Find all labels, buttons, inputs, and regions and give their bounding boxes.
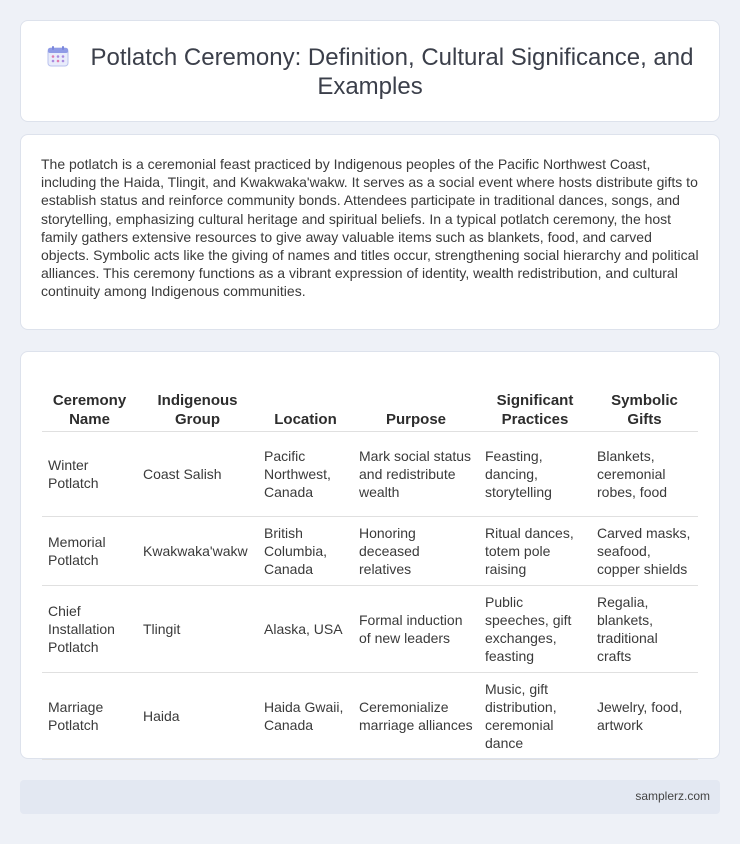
cell-significant-practices: Public speeches, gift exchanges, feasting [479, 585, 591, 672]
header-ceremony-name: Ceremony Name [42, 367, 137, 431]
header-symbolic-gifts: Symbolic Gifts [591, 367, 698, 431]
cell-purpose: Honoring deceased relatives [353, 516, 479, 585]
cell-indigenous-group: Coast Salish [137, 431, 258, 516]
cell-purpose: Ceremonialize marriage alliances [353, 672, 479, 759]
table-row [42, 585, 698, 672]
cell-indigenous-group: Tlingit [137, 585, 258, 672]
cell-location: Pacific Northwest, Canada [258, 431, 353, 516]
cell-significant-practices: Music, gift distribution, ceremonial dance [479, 672, 591, 759]
cell-location: British Columbia, Canada [258, 516, 353, 585]
cell-ceremony-name: Marriage Potlatch [42, 672, 137, 759]
cell-indigenous-group: Haida [137, 672, 258, 759]
cell-significant-practices: Ritual dances, totem pole raising [479, 516, 591, 585]
header-indigenous-group: Indigenous Group [137, 367, 258, 431]
page-title-block [21, 43, 719, 101]
table-row [42, 431, 698, 516]
footer-site-link[interactable]: samplerz.com [635, 789, 710, 803]
cell-indigenous-group: Kwakwaka'wakw [137, 516, 258, 585]
cell-symbolic-gifts: Regalia, blankets, traditional crafts [591, 585, 698, 672]
table-row [42, 672, 698, 759]
cell-significant-practices: Feasting, dancing, storytelling [479, 431, 591, 516]
table-header-row [42, 367, 698, 431]
cell-location: Haida Gwaii, Canada [258, 672, 353, 759]
summary-text: The potlatch is a ceremonial feast practiced by Indigenous peoples of the Pacific Northwest Coast, including the Haida, Tlingit, and Kwakwaka'wakw. It serves as a social event where hosts distribute gifts to establish status and reinforce community bonds. Attendees participate in traditional dances, songs, and storytelling, emphasizing cultural heritage and spiritual beliefs. In a typical potlatch ceremony, the host family gathers extensive resources to give away valuable items such as blankets, food, and carved objects. Symbolic acts like the giving of names and titles occur, strengthening social hierarchy and political alliances. This ceremony functions as a vibrant expression of identity, wealth redistribution, and cultural continuity among Indigenous communities. [41, 156, 699, 300]
cell-location: Alaska, USA [258, 585, 353, 672]
title-card [20, 20, 720, 122]
page-title: Potlatch Ceremony: Definition, Cultural Significance, and Examples [90, 44, 694, 100]
cell-purpose: Mark social status and redistribute wealth [353, 431, 479, 516]
header-significant-practices: Significant Practices [479, 367, 591, 431]
cell-symbolic-gifts: Blankets, ceremonial robes, food [591, 431, 698, 516]
cell-ceremony-name: Chief Installation Potlatch [42, 585, 137, 672]
footer-bar [20, 780, 720, 814]
summary-card [20, 134, 720, 330]
table-row [42, 516, 698, 585]
ceremony-table [42, 367, 698, 760]
calendar-icon [47, 45, 69, 67]
table-card [20, 351, 720, 759]
cell-ceremony-name: Memorial Potlatch [42, 516, 137, 585]
cell-symbolic-gifts: Carved masks, seafood, copper shields [591, 516, 698, 585]
cell-symbolic-gifts: Jewelry, food, artwork [591, 672, 698, 759]
cell-ceremony-name: Winter Potlatch [42, 431, 137, 516]
header-purpose: Purpose [353, 367, 479, 431]
header-location: Location [258, 367, 353, 431]
cell-purpose: Formal induction of new leaders [353, 585, 479, 672]
